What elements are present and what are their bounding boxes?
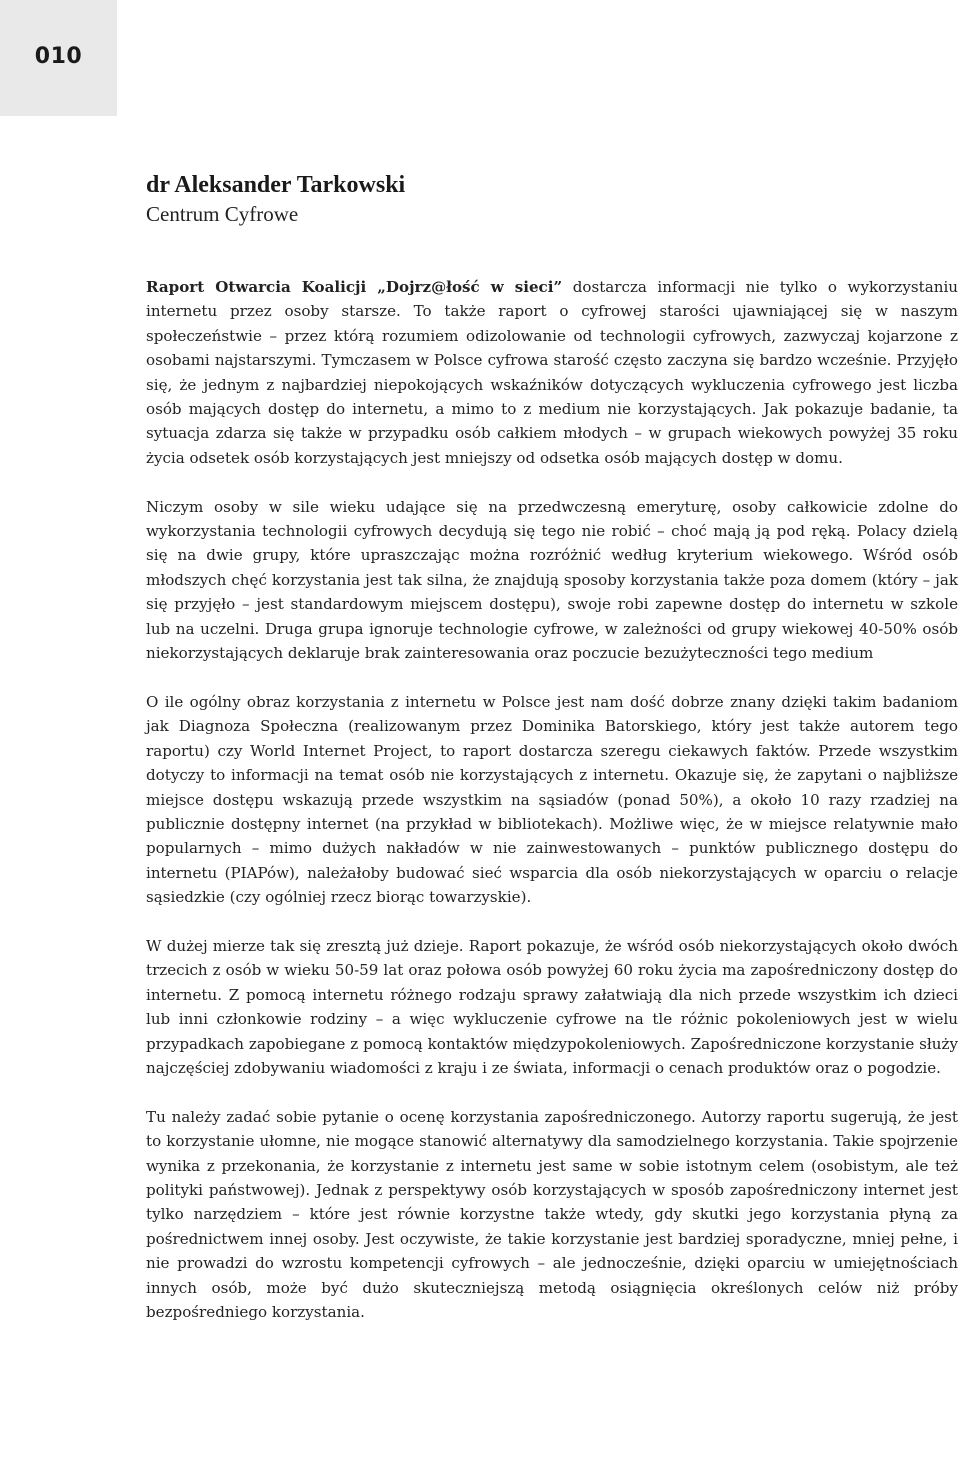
author-block: [146, 170, 936, 228]
paragraph-2: Niczym osoby w sile wieku udające się na przedwczesną emeryturę, osoby całkowicie zdolne do wykorzystania technologii cyfrowych decydują się tego nie robić – choć mają ją pod ręką. Polacy dzielą się na dwie grupy, które upraszczając można rozróżnić według kryterium wiekowego. Wśród osób młodszych chęć korzystania jest tak silna, że znajdują sposoby korzystania także poza domem (który – jak się przyjęło – jest standardowym miejscem dostępu), swoje robi zapewne dostęp do internetu w szkole lub na uczelni. Druga grupa ignoruje technologie cyfrowe, w zależności od grupy wiekowej 40-50% osób niekorzystających deklaruje brak zainteresowania oraz poczucie bezużyteczności tego medium: [146, 497, 958, 663]
page-number-tab: [0, 0, 117, 116]
article-body: [146, 275, 958, 1324]
paragraph-1-text: dostarcza informacji nie tylko o wykorzystaniu internetu przez osoby starsze. To także raport o cyfrowej starości ujawniającej się w naszym społeczeństwie – przez którą rozumiem odizolowanie od technologii cyfrowych, zazwyczaj kojarzone z osobami najstarszymi. Tymczasem w Polsce cyfrowa starość często zaczyna się bardzo wcześnie. Przyjęło się, że jednym z najbardziej niepokojących wskaźników dotyczących wykluczenia cyfrowego jest liczba osób mających dostęp do internetu, a mimo to z medium nie korzystających. Jak pokazuje badanie, ta sytuacja zdarza się także w przypadku osób całkiem młodych – w grupach wiekowych powyżej 35 roku życia odsetek osób korzystających jest mniejszy od odsetka osób mających dostęp w domu.: [146, 278, 958, 467]
paragraph-5: Tu należy zadać sobie pytanie o ocenę korzystania zapośredniczonego. Autorzy raportu sugerują, że jest to korzystanie ułomne, nie mogące stanowić alternatywy dla samodzielnego korzystania. Takie spojrzenie wynika z przekonania, że korzystanie z internetu jest same w sobie istotnym celem (osobistym, ale też polityki państwowej). Jednak z perspektywy osób korzystających w sposób zapośredniczony internet jest tylko narzędziem – które jest równie korzystne także wtedy, gdy skutki jego korzystania płyną za pośrednictwem innej osoby. Jest oczywiste, że takie korzystanie jest bardziej sporadyczne, mniej pełne, i nie prowadzi do wzrostu kompetencji cyfrowych – ale jednocześnie, dzięki oparciu w umiejętnościach innych osób, może być dużo skuteczniejszą metodą osiągnięcia określonych celów niż próby bezpośredniego korzystania.: [146, 1107, 958, 1321]
report-title: Raport Otwarcia Koalicji „Dojrz@łość w sieci”: [146, 278, 563, 296]
paragraph-4: W dużej mierze tak się zresztą już dzieje. Raport pokazuje, że wśród osób niekorzystających około dwóch trzecich z osób w wieku 50-59 lat oraz połowa osób powyżej 60 roku życia ma zapośredniczony dostęp do internetu. Z pomocą internetu różnego rodzaju sprawy załatwiają dla nich przede wszystkim ich dzieci lub inni członkowie rodziny – a więc wykluczenie cyfrowe na tle różnic pokoleniowych jest w wielu przypadkach zapobiegane z pomocą kontaktów międzypokoleniowych. Zapośredniczone korzystanie służy najczęściej zdobywaniu wiadomości z kraju i ze świata, informacji o cenach produktów oraz o pogodzie.: [146, 936, 958, 1077]
paragraph-3: O ile ogólny obraz korzystania z internetu w Polsce jest nam dość dobrze znany dzięki takim badaniom jak Diagnoza Społeczna (realizowanym przez Dominika Batorskiego, który jest także autorem tego raportu) czy World Internet Project, to raport dostarcza szeregu ciekawych faktów. Przede wszystkim dotyczy to informacji na temat osób nie korzystających z internetu. Okazuje się, że zapytani o najbliższe miejsce dostępu wskazują przede wszystkim na sąsiadów (ponad 50%), a około 10 razy rzadziej na publicznie dostępny internet (na przykład w bibliotekach). Możliwe więc, że w miejsce relatywnie mało popularnych – mimo dużych nakładów w nie zainwestowanych – punktów publicznego dostępu do internetu (PIAPów), należałoby budować sieć wsparcia dla osób niekorzystających w oparciu o relacje sąsiedzkie (czy ogólniej rzecz biorąc towarzyskie).: [146, 692, 958, 907]
paragraph-1: [146, 275, 958, 470]
author-name: dr Aleksander Tarkowski: [146, 172, 406, 198]
author-affiliation: Centrum Cyfrowe: [146, 202, 299, 226]
page-number: 010: [34, 44, 83, 69]
